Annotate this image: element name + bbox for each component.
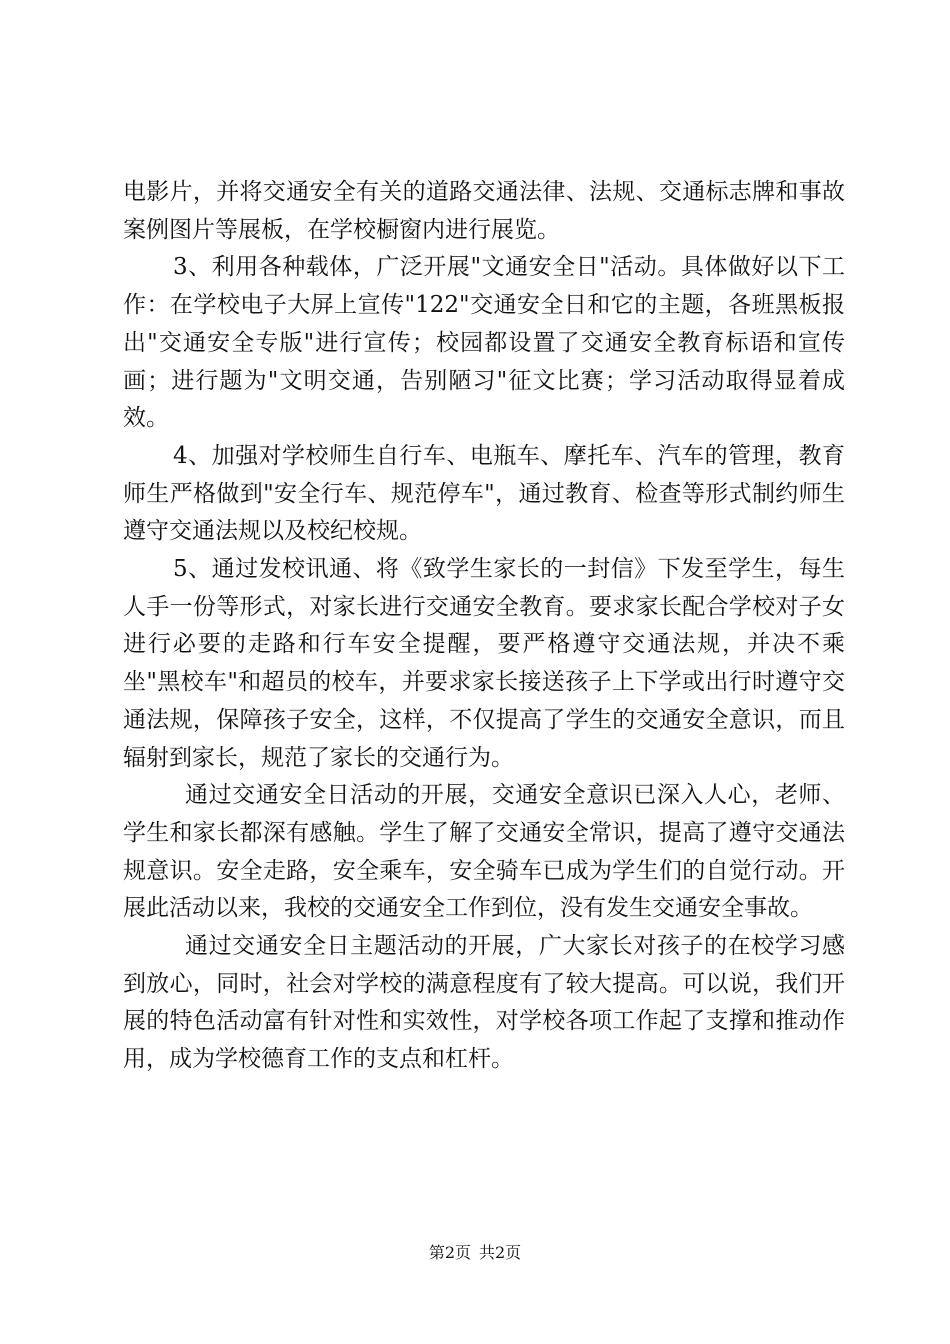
paragraph-item-3: 3、利用各种载体，广泛开展"文通安全日"活动。具体做好以下工作：在学校电子大屏上宣传"122"交通安全日和它的主题，各班黑板报出"交通安全专版"进行宣传；校园都设置了交通安全教育标语和宣传画；进行题为"文明交通，告别陋习"征文比赛；学习活动取得显着成效。 [123,254,845,432]
paragraph-continued: 电影片，并将交通安全有关的道路交通法律、法规、交通标志牌和事故案例图片等展板，在学校橱窗内进行展览。 [123,179,845,243]
page-footer [0,1240,950,1263]
document-body [123,174,845,1079]
paragraph-summary: 通过交通安全日活动的开展，交通安全意识已深入人心，老师、学生和家长都深有感触。学生了解了交通安全常识，提高了遵守交通法规意识。安全走路，安全乘车，安全骑车已成为学生们的自觉行动。开展此活动以来，我校的交通安全工作到位，没有发生交通安全事故。 [123,782,845,922]
page-number: 第2页 [428,1243,471,1262]
page-total: 共2页 [479,1243,522,1262]
paragraph-item-4: 4、加强对学校师生自行车、电瓶车、摩托车、汽车的管理，教育师生严格做到"安全行车、规范停车"，通过教育、检查等形式制约师生遵守交通法规以及校纪校规。 [123,442,845,545]
paragraph-conclusion: 通过交通安全日主题活动的开展，广大家长对孩子的在校学习感到放心，同时，社会对学校的满意程度有了较大提高。可以说，我们开展的特色活动富有针对性和实效性，对学校各项工作起了支撑和推动作用，成为学校德育工作的支点和杠杆。 [123,933,845,1073]
paragraph-item-5: 5、通过发校讯通、将《致学生家长的一封信》下发至学生，每生人手一份等形式，对家长进行交通安全教育。要求家长配合学校对子女进行必要的走路和行车安全提醒，要严格遵守交通法规，并决不乘坐"黑校车"和超员的校车，并要求家长接送孩子上下学或出行时遵守交通法规，保障孩子安全，这样，不仅提高了学生的交通安全意识，而且辐射到家长，规范了家长的交通行为。 [123,556,845,771]
